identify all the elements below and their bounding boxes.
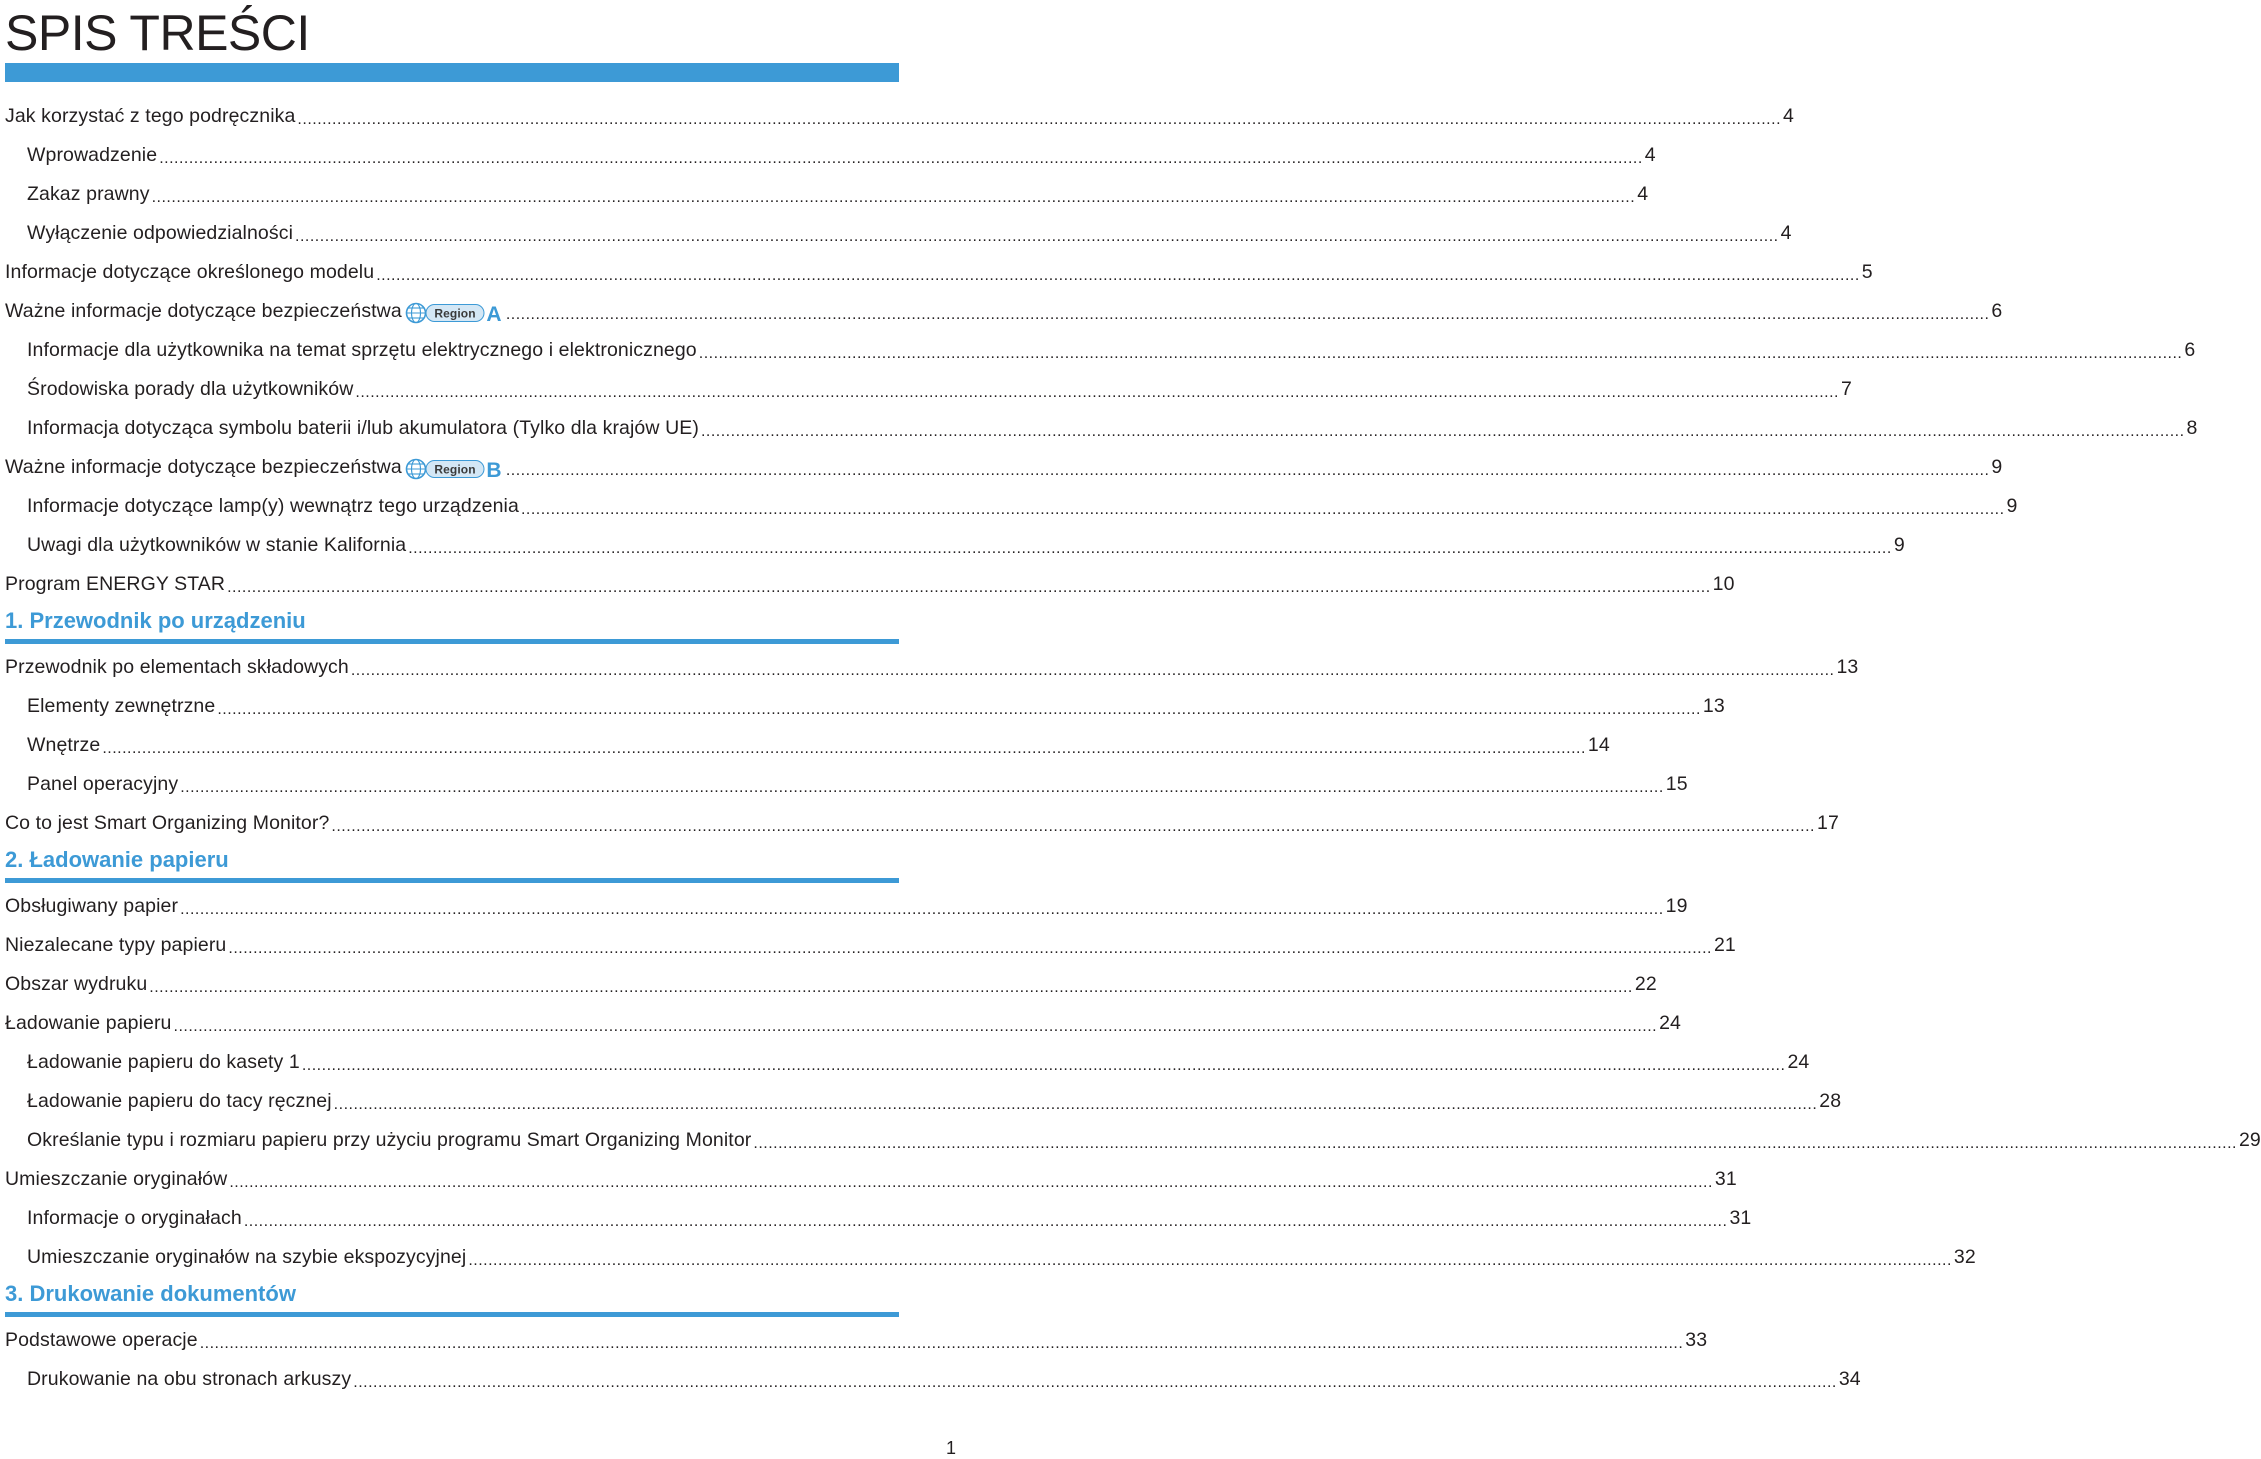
dot-leader: ............................................................................................................................................................................................................................................................................................................ [753, 1134, 2237, 1152]
toc-entry-title: Informacje dotyczące lamp(y) wewnątrz tego urządzenia [27, 495, 519, 517]
toc-page-number: 28 [1819, 1090, 1842, 1112]
dot-leader: ............................................................................................................................................................................................................................................................................................................ [301, 1056, 1786, 1074]
dot-leader: ............................................................................................................................................................................................................................................................................................................ [468, 1251, 1952, 1269]
toc-page-number: 9 [1893, 534, 1905, 556]
dot-leader: ............................................................................................................................................................................................................................................................................................................ [243, 1212, 1728, 1230]
page-number: 1 [945, 1438, 956, 1458]
dot-leader: ............................................................................................................................................................................................................................................................................................................ [159, 149, 1643, 167]
toc-page-number: 4 [1644, 144, 1656, 166]
toc-subentry[interactable] [27, 1238, 1976, 1277]
toc-entry-title: Informacje dla użytkownika na temat sprzętu elektrycznego i elektronicznego [27, 339, 697, 361]
toc-page-number: 4 [1780, 222, 1792, 244]
toc-page-number: 21 [1713, 934, 1736, 956]
toc-page-number: 34 [1838, 1368, 1861, 1390]
toc-entry-title: Ładowanie papieru [5, 1012, 172, 1034]
dot-leader: ............................................................................................................................................................................................................................................................................................................ [698, 344, 2183, 362]
chapter-underline [5, 639, 899, 644]
toc-page-number: 4 [1637, 183, 1649, 205]
toc-entry[interactable] [5, 926, 1736, 965]
toc-page-number: 24 [1787, 1051, 1810, 1073]
toc-page-number: 14 [1587, 734, 1610, 756]
toc-page-number: 8 [2186, 417, 2198, 439]
toc-entry-title: Wprowadzenie [27, 144, 158, 166]
toc-entry[interactable] [5, 1321, 1708, 1360]
toc-page-number: 4 [1783, 105, 1794, 127]
toc-page-number: 9 [2006, 495, 2018, 517]
toc-page-number: 22 [1634, 973, 1657, 995]
toc-entry-title: Ważne informacje dotyczące bezpieczeństwa [5, 456, 402, 478]
dot-leader: ............................................................................................................................................................................................................................................................................................................ [355, 383, 1839, 401]
dot-leader: ............................................................................................................................................................................................................................................................................................................ [217, 700, 1701, 718]
toc-page-number: 9 [1991, 456, 2003, 478]
toc-entry-title: Co to jest Smart Organizing Monitor? [5, 812, 330, 834]
dot-leader: ............................................................................................................................................................................................................................................................................................................ [700, 422, 2185, 440]
dot-leader: ............................................................................................................................................................................................................................................................................................................ [520, 500, 2005, 518]
dot-leader: ............................................................................................................................................................................................................................................................................................................ [353, 1373, 1837, 1391]
toc-page-number: 29 [2238, 1129, 2261, 1151]
toc-entry-title: Ważne informacje dotyczące bezpieczeństwa [5, 300, 402, 322]
chapter-underline [5, 878, 899, 883]
toc-subentry[interactable] [27, 175, 1649, 214]
chapter-heading[interactable] [5, 843, 899, 883]
toc-page-number: 32 [1953, 1246, 1976, 1268]
toc-page-number: 7 [1840, 378, 1852, 400]
dot-leader: ............................................................................................................................................................................................................................................................................................................ [505, 461, 1990, 479]
region-label: Region [434, 462, 476, 476]
dot-leader: ............................................................................................................................................................................................................................................................................................................ [173, 1017, 1658, 1035]
toc-entry-title: Umieszczanie oryginałów [5, 1168, 228, 1190]
toc-entry-title: Informacje dotyczące określonego modelu [5, 261, 375, 283]
toc-entry-title: Informacja dotycząca symbolu baterii i/lub akumulatora (Tylko dla krajów UE) [27, 417, 699, 439]
toc-page-number: 6 [2184, 339, 2196, 361]
toc-page-number: 6 [1991, 300, 2003, 322]
dot-leader: ............................................................................................................................................................................................................................................................................................................ [199, 1334, 1684, 1352]
toc-subentry[interactable] [27, 1082, 1842, 1121]
toc-entry-title: Umieszczanie oryginałów na szybie ekspozycyjnej [27, 1246, 467, 1268]
toc-entry-title: Jak korzystać z tego podręcznika [5, 105, 296, 127]
dot-leader: ............................................................................................................................................................................................................................................................................................................ [227, 578, 1711, 596]
toc-entry-title: Przewodnik po elementach składowych [5, 656, 349, 678]
toc-page-number: 24 [1659, 1012, 1681, 1034]
region-label: Region [434, 306, 476, 320]
toc-entry[interactable] [5, 804, 1839, 843]
toc-subentry[interactable] [27, 726, 1610, 765]
dot-leader: ............................................................................................................................................................................................................................................................................................................ [102, 739, 1586, 757]
toc-entry-title: Panel operacyjny [27, 773, 179, 795]
dot-leader: ............................................................................................................................................................................................................................................................................................................ [331, 817, 1815, 835]
toc-page-number: 13 [1836, 656, 1859, 678]
toc-subentry[interactable] [27, 1043, 1810, 1082]
toc-subentry[interactable] [27, 687, 1725, 726]
dot-leader: ............................................................................................................................................................................................................................................................................................................ [295, 227, 1779, 245]
toc-subentry[interactable] [27, 409, 2198, 448]
toc-entry-title: Środowiska porady dla użytkowników [27, 378, 354, 400]
chapter-title: 2. Ładowanie papieru [5, 847, 229, 872]
dot-leader: ............................................................................................................................................................................................................................................................................................................ [149, 978, 1633, 996]
toc-entry[interactable] [5, 97, 1794, 136]
dot-leader: ............................................................................................................................................................................................................................................................................................................ [229, 1173, 1713, 1191]
chapter-title: 1. Przewodnik po urządzeniu [5, 608, 306, 633]
toc-page-number: 31 [1729, 1207, 1752, 1229]
region-badge [404, 458, 504, 480]
toc-entry[interactable] [5, 1160, 1737, 1199]
toc-entry-title: Wyłączenie odpowiedzialności [27, 222, 294, 244]
toc-entry-title: Niezalecane typy papieru [5, 934, 227, 956]
toc-entry-title: Informacje o oryginałach [27, 1207, 242, 1229]
toc-entry-title: Wnętrze [27, 734, 101, 756]
chapter-heading[interactable] [5, 604, 899, 644]
page-title: SPIS TREŚCI [5, 5, 310, 61]
toc-entry-title: Zakaz prawny [27, 183, 150, 205]
toc-entry-title: Program ENERGY STAR [5, 573, 226, 595]
toc-entry[interactable] [5, 448, 2003, 487]
toc-page-number: 10 [1712, 573, 1735, 595]
dot-leader: ............................................................................................................................................................................................................................................................................................................ [350, 661, 1835, 679]
dot-leader: ............................................................................................................................................................................................................................................................................................................ [228, 939, 1712, 957]
toc-entry-title: Uwagi dla użytkowników w stanie Kalifornia [27, 534, 407, 556]
toc-entry[interactable] [5, 292, 2003, 331]
toc-subentry[interactable] [27, 136, 1656, 175]
chapter-heading[interactable] [5, 1277, 899, 1317]
toc-entry-title: Określanie typu i rozmiaru papieru przy użyciu programu Smart Organizing Monitor [27, 1129, 752, 1151]
toc-subentry[interactable] [27, 331, 2196, 370]
toc-page-number: 13 [1702, 695, 1725, 717]
dot-leader: ............................................................................................................................................................................................................................................................................................................ [408, 539, 1892, 557]
toc-entry[interactable] [5, 648, 1859, 687]
region-letter: A [486, 302, 502, 326]
title-underline-bar [5, 63, 899, 82]
chapter-title: 3. Drukowanie dokumentów [5, 1281, 296, 1306]
toc-subentry[interactable] [27, 765, 1688, 804]
toc-entry-title: Ładowanie papieru do tacy ręcznej [27, 1090, 332, 1112]
toc-page-number: 19 [1665, 895, 1688, 917]
toc-page-number: 15 [1665, 773, 1688, 795]
toc-page-number: 5 [1861, 261, 1873, 283]
toc-entry-title: Drukowanie na obu stronach arkuszy [27, 1368, 352, 1390]
toc-page-number: 17 [1817, 812, 1839, 834]
toc-entry-title: Obsługiwany papier [5, 895, 179, 917]
chapter-underline [5, 1312, 899, 1317]
toc-subentry[interactable] [27, 526, 1905, 565]
toc-page-number: 31 [1714, 1168, 1737, 1190]
toc-entry-title: Podstawowe operacje [5, 1329, 198, 1351]
dot-leader: ............................................................................................................................................................................................................................................................................................................ [180, 900, 1664, 918]
dot-leader: ............................................................................................................................................................................................................................................................................................................ [151, 188, 1636, 206]
toc-subentry[interactable] [27, 487, 2018, 526]
dot-leader: ............................................................................................................................................................................................................................................................................................................ [505, 305, 1990, 323]
region-globe-icon [404, 302, 504, 324]
toc-page-number: 33 [1685, 1329, 1708, 1351]
toc-subentry[interactable] [27, 1360, 1861, 1399]
toc-entry[interactable] [5, 253, 1873, 292]
toc-entry[interactable] [5, 1004, 1681, 1043]
region-badge [404, 302, 504, 324]
dot-leader: ............................................................................................................................................................................................................................................................................................................ [333, 1095, 1818, 1113]
toc-entry-title: Elementy zewnętrzne [27, 695, 216, 717]
toc-subentry[interactable] [27, 1199, 1752, 1238]
toc-entry[interactable] [5, 565, 1735, 604]
dot-leader: ............................................................................................................................................................................................................................................................................................................ [297, 110, 1782, 128]
toc-entry[interactable] [5, 887, 1688, 926]
region-letter: B [486, 458, 502, 482]
region-globe-icon [404, 458, 504, 480]
toc-subentry[interactable] [27, 214, 1792, 253]
toc-entry[interactable] [5, 965, 1657, 1004]
toc-entry-title: Obszar wydruku [5, 973, 148, 995]
dot-leader: ............................................................................................................................................................................................................................................................................................................ [180, 778, 1664, 796]
toc-subentry[interactable] [27, 1121, 2261, 1160]
toc-entry-title: Ładowanie papieru do kasety 1 [27, 1051, 300, 1073]
dot-leader: ............................................................................................................................................................................................................................................................................................................ [376, 266, 1860, 284]
toc-subentry[interactable] [27, 370, 1852, 409]
